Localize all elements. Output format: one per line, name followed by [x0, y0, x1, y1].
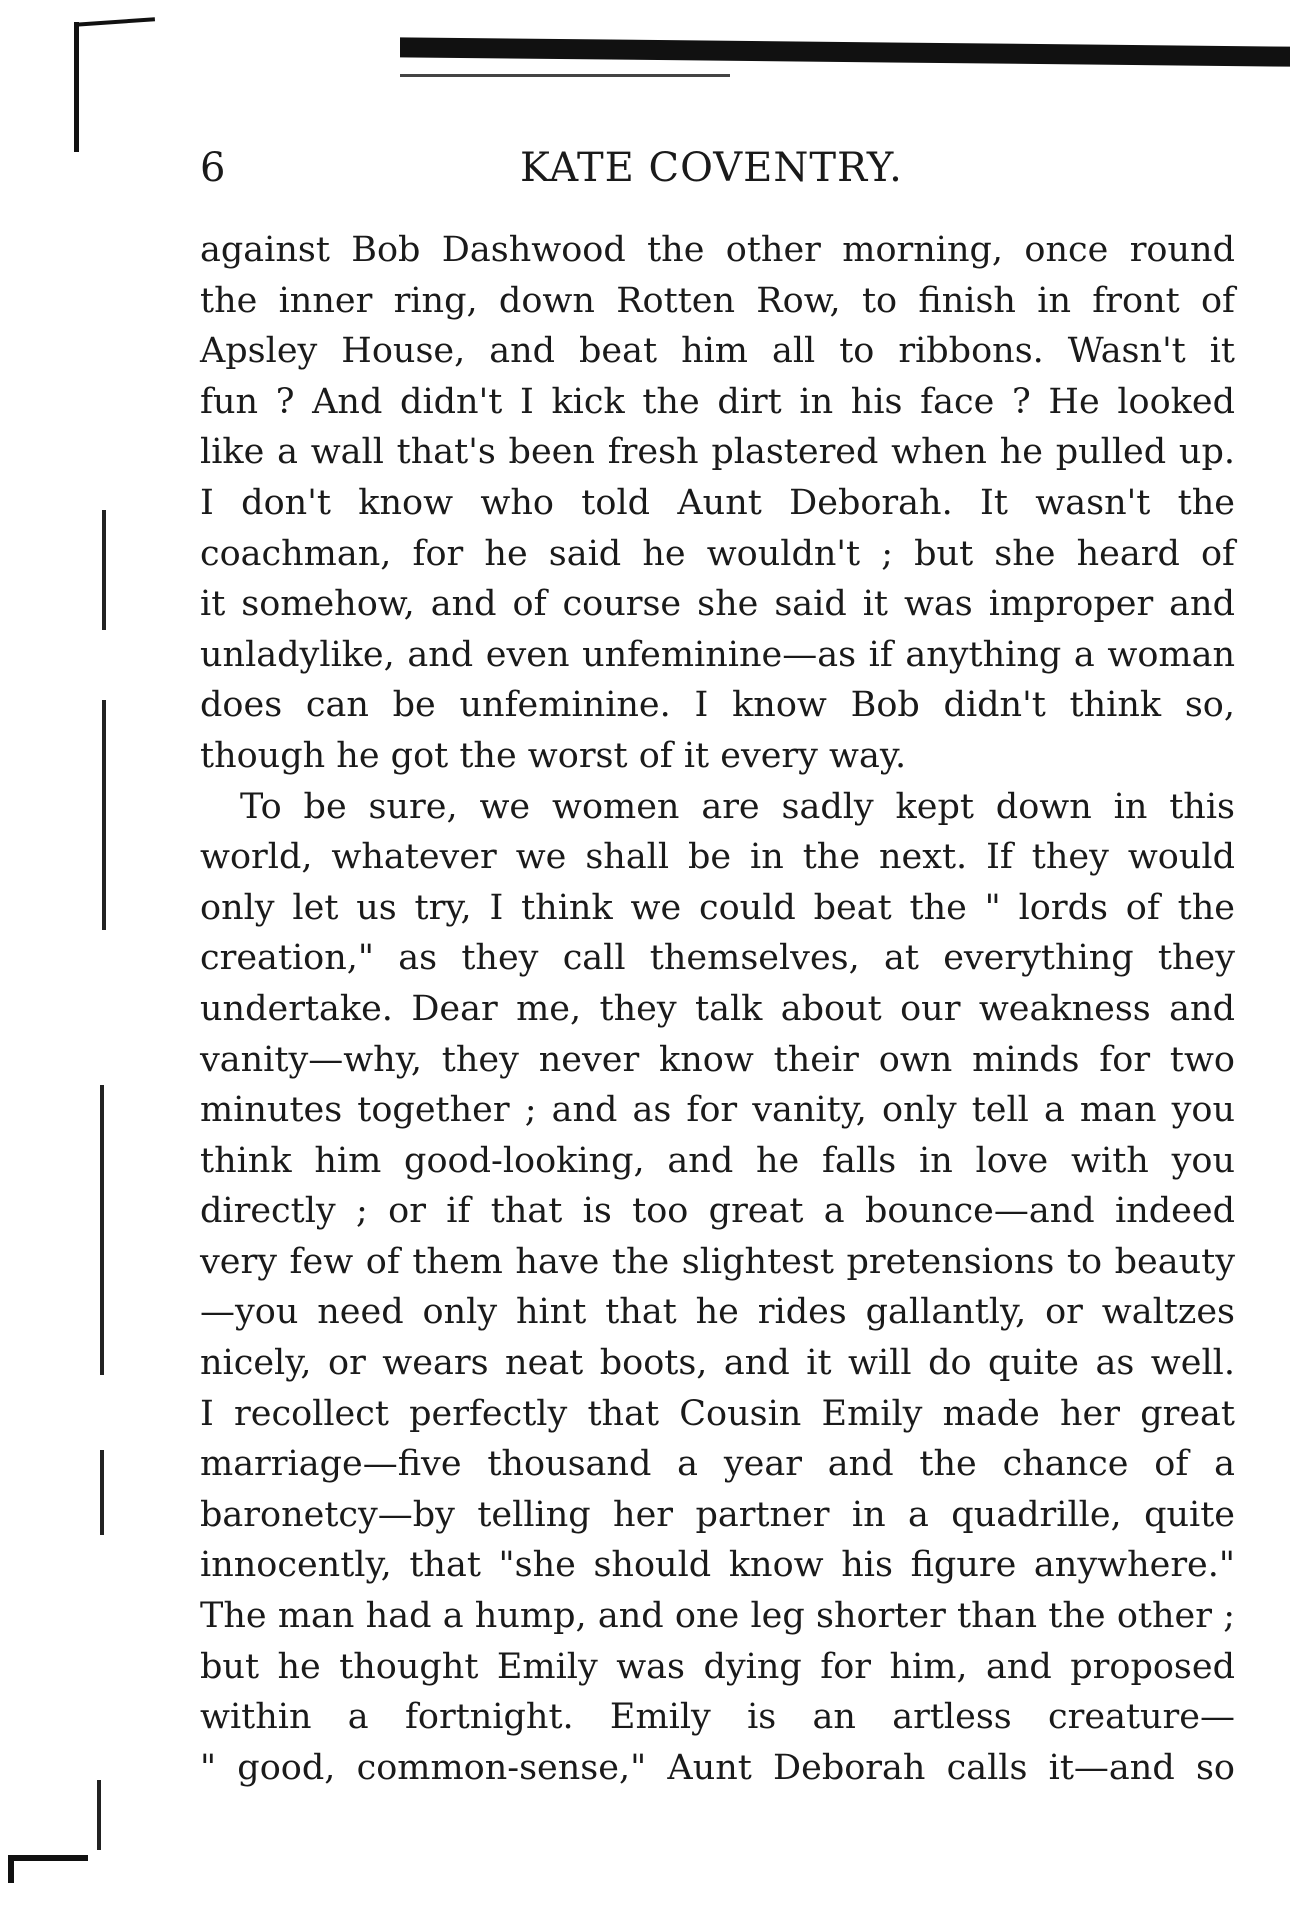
scan-artifact-margin-mark — [102, 700, 106, 930]
text-line: baronetcy—by telling her partner in a quadrille, quite — [200, 1494, 1235, 1535]
text-line: creation," as they call themselves, at everything they — [200, 938, 1235, 979]
text-line: the inner ring, down Rotten Row, to finish in front of — [200, 280, 1235, 321]
text-line: —you need only hint that he rides gallantly, or waltzes — [200, 1292, 1235, 1333]
scan-artifact-top-line — [400, 74, 730, 77]
text-line: nicely, or wears neat boots, and it will do quite as well. — [200, 1343, 1235, 1384]
text-line: very few of them have the slightest pretensions to beauty — [200, 1241, 1235, 1282]
scan-artifact-top-left — [75, 17, 155, 27]
text-line: vanity—why, they never know their own minds for two — [200, 1039, 1235, 1080]
scan-artifact-margin-mark — [100, 1085, 104, 1375]
text-line: The man had a hump, and one leg shorter than the other ; — [200, 1596, 1235, 1637]
text-line: I don't know who told Aunt Deborah. It wasn't the — [200, 482, 1235, 523]
paragraph-start-line: To be sure, we women are sadly kept down in this — [240, 786, 1235, 827]
page-header — [200, 145, 1240, 205]
text-line: within a fortnight. Emily is an artless creature— — [200, 1697, 1235, 1738]
body-text — [200, 225, 1235, 1793]
scan-artifact-top-bar — [400, 37, 1290, 66]
text-line: innocently, that "she should know his figure anywhere." — [200, 1545, 1235, 1586]
scan-artifact-bottom-left — [8, 1855, 88, 1861]
text-line: world, whatever we shall be in the next. If they would — [200, 837, 1235, 878]
text-line: like a wall that's been fresh plastered when he pulled up. — [200, 432, 1235, 473]
text-line: does can be unfeminine. I know Bob didn't think so, — [200, 685, 1235, 726]
text-line: directly ; or if that is too great a bounce—and indeed — [200, 1191, 1235, 1232]
scan-artifact-margin-mark — [102, 510, 106, 630]
text-line: coachman, for he said he wouldn't ; but she heard of — [200, 533, 1235, 574]
text-line: unladylike, and even unfeminine—as if anything a woman — [200, 634, 1235, 675]
scan-artifact-bottom-left-v — [8, 1855, 14, 1883]
scan-artifact-margin-mark — [100, 1450, 104, 1535]
text-line: it somehow, and of course she said it was improper and — [200, 584, 1235, 625]
text-line: only let us try, I think we could beat the " lords of the — [200, 887, 1235, 928]
text-line: think him good-looking, and he falls in love with you — [200, 1140, 1235, 1181]
text-line: minutes together ; and as for vanity, only tell a man you — [200, 1090, 1235, 1131]
scan-artifact-left-edge — [74, 22, 79, 152]
text-line: but he thought Emily was dying for him, and proposed — [200, 1646, 1235, 1687]
running-title: KATE COVENTRY. — [520, 145, 903, 191]
scan-artifact-margin-mark — [97, 1780, 101, 1850]
text-line: against Bob Dashwood the other morning, once round — [200, 230, 1235, 270]
text-line: Apsley House, and beat him all to ribbons. Wasn't it — [200, 331, 1235, 372]
text-line: undertake. Dear me, they talk about our weakness and — [200, 988, 1235, 1029]
text-line: though he got the worst of it every way. — [200, 735, 907, 776]
text-line: fun ? And didn't I kick the dirt in his face ? He looked — [200, 381, 1235, 422]
text-line: " good, common-sense," Aunt Deborah calls it—and so — [200, 1747, 1235, 1788]
page-number: 6 — [200, 145, 226, 191]
text-line: marriage—five thousand a year and the chance of a — [200, 1444, 1235, 1485]
text-line: I recollect perfectly that Cousin Emily made her great — [200, 1393, 1235, 1434]
